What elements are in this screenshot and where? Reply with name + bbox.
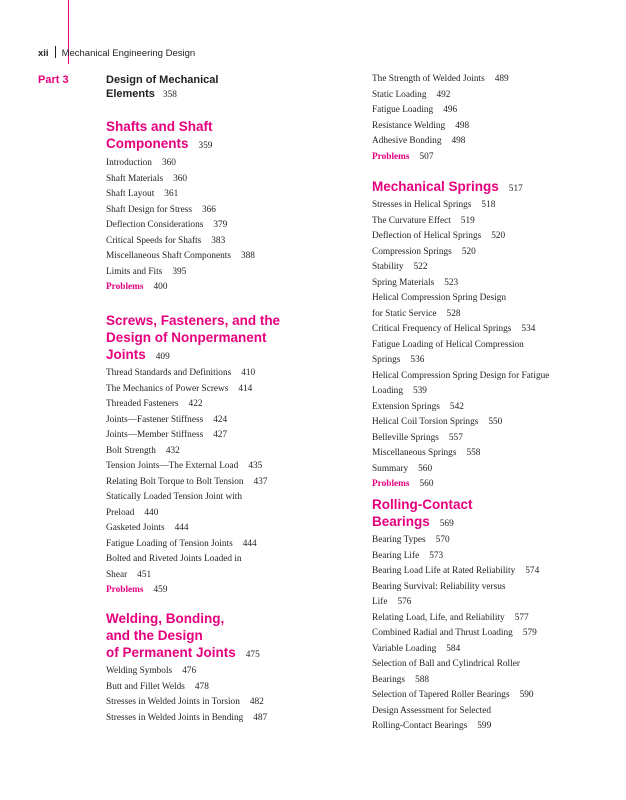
section-10-6-title[interactable]	[372, 276, 458, 292]
section-9-8-title[interactable]	[372, 119, 469, 135]
section-11-1-page: 570	[435, 535, 450, 545]
section-7-5-title-text: Deflection Considerations	[106, 220, 204, 230]
chapter-11-title-line	[372, 496, 473, 513]
section-8-5-title[interactable]	[106, 428, 227, 444]
section-10-3-title-text: Deflection of Helical Springs	[372, 231, 482, 241]
chapter-8-title-line	[106, 312, 280, 329]
section-10-7-page: 528	[446, 308, 461, 319]
section-9-9-page: 498	[451, 136, 466, 146]
chapter-9-title-text: Welding, Bonding,	[106, 611, 225, 626]
chapter-7-problems-page: 400	[153, 282, 168, 292]
chapter-7-title-text: Shafts and Shaft	[106, 119, 213, 134]
section-8-7-title[interactable]	[106, 459, 262, 475]
section-11-4-title-text: Life	[372, 597, 388, 607]
section-8-7-page: 435	[248, 461, 263, 471]
section-8-3-page: 422	[188, 399, 203, 409]
section-10-10-title[interactable]	[372, 369, 549, 385]
section-10-9-title-text: Springs	[372, 355, 401, 365]
section-10-15-title[interactable]	[372, 462, 432, 478]
section-11-10-title[interactable]	[372, 719, 491, 735]
header-page-number: xii	[38, 48, 49, 59]
running-header	[38, 46, 195, 59]
section-10-7-title-text: Helical Compression Spring Design	[372, 293, 507, 303]
section-7-6-title-text: Critical Speeds for Shafts	[106, 235, 202, 246]
section-9-9-title[interactable]	[372, 134, 465, 150]
section-11-3-page: 574	[525, 566, 540, 576]
chapter-11-title-line	[372, 513, 473, 533]
section-9-6-title[interactable]	[372, 88, 450, 104]
section-10-9-title[interactable]	[372, 338, 524, 354]
section-11-1-title-text: Bearing Types	[372, 535, 426, 545]
section-8-8-page: 437	[253, 476, 268, 487]
section-10-7-title[interactable]	[372, 291, 506, 307]
section-9-5-page: 489	[494, 74, 509, 84]
section-7-8-page: 395	[172, 266, 187, 277]
section-10-6-page: 523	[444, 277, 459, 288]
section-11-7-page: 584	[446, 643, 461, 654]
section-10-11-page: 542	[449, 401, 464, 412]
section-10-5-title[interactable]	[372, 260, 427, 276]
section-9-3-title-text: Stresses in Welded Joints in Torsion	[106, 697, 240, 707]
chapter-8-page: 409	[155, 352, 170, 362]
section-8-10-title[interactable]	[106, 521, 189, 537]
chapter-10-title-line	[372, 178, 523, 198]
section-9-2-title[interactable]	[106, 680, 209, 696]
section-8-12-title-text: Shear	[106, 569, 128, 580]
section-10-12-page: 550	[488, 417, 503, 427]
section-8-9-title[interactable]	[106, 506, 158, 522]
section-10-5-title-text: Stability	[372, 262, 404, 272]
section-9-5-title-text: The Strength of Welded Joints	[372, 74, 485, 84]
chapter-10-title-text: Mechanical Springs	[372, 179, 499, 194]
section-10-14-title-text: Miscellaneous Springs	[372, 448, 457, 458]
section-10-8-title[interactable]	[372, 322, 535, 338]
section-11-4-title[interactable]	[372, 580, 506, 596]
section-10-7-title-text: for Static Service	[372, 308, 437, 319]
section-7-5-page: 379	[213, 220, 228, 230]
section-8-9-page: 440	[144, 507, 159, 518]
section-10-15-page: 560	[418, 463, 433, 474]
section-7-7-title[interactable]	[106, 249, 255, 265]
section-10-14-title[interactable]	[372, 446, 480, 462]
part-title-line2	[106, 87, 218, 102]
section-9-6-title-text: Static Loading	[372, 89, 427, 100]
section-9-2-title-text: Butt and Fillet Welds	[106, 681, 185, 692]
chapter-8-title-text: Design of Nonpermanent	[106, 330, 267, 345]
section-11-9-title[interactable]	[372, 688, 534, 704]
section-10-3-title[interactable]	[372, 229, 505, 245]
section-11-5-title-text: Relating Load, Life, and Reliability	[372, 612, 505, 623]
section-9-3-page: 482	[249, 697, 264, 707]
section-8-2-title-text: The Mechanics of Power Screws	[106, 383, 229, 394]
section-10-1-page: 518	[481, 200, 496, 210]
section-7-8-title-text: Limits and Fits	[106, 266, 163, 277]
chapter-7-title-line	[106, 118, 213, 135]
section-9-9-title-text: Adhesive Bonding	[372, 136, 442, 146]
chapter-7-page: 359	[198, 141, 213, 151]
header-book-title: Mechanical Engineering Design	[61, 48, 196, 59]
section-8-3-title-text: Threaded Fasteners	[106, 399, 179, 409]
part-title-line1: Design of Mechanical	[106, 74, 219, 86]
section-11-8-title-text: Selection of Ball and Cylindrical Roller	[372, 659, 520, 669]
section-11-8-title-text: Bearings	[372, 674, 406, 685]
chapter-9-problems[interactable]	[372, 150, 433, 166]
section-9-8-page: 498	[455, 120, 470, 131]
section-11-6-page: 579	[522, 628, 537, 638]
section-10-1-title-text: Stresses in Helical Springs	[372, 200, 472, 210]
chapter-8-title-text: Screws, Fasteners, and the	[106, 313, 281, 328]
section-7-6-title[interactable]	[106, 234, 225, 250]
part-label: Part 3	[38, 74, 69, 86]
section-7-2-title-text: Shaft Materials	[106, 173, 164, 184]
section-11-10-title[interactable]	[372, 704, 491, 720]
chapter-9-page: 475	[245, 650, 260, 660]
section-10-9-page: 536	[410, 355, 425, 365]
section-10-8-page: 534	[521, 324, 536, 334]
section-9-1-title[interactable]	[106, 664, 196, 680]
section-11-7-title[interactable]	[372, 642, 460, 658]
section-8-5-title-text: Joints—Member Stiffness	[106, 430, 204, 440]
section-7-2-page: 360	[173, 173, 188, 184]
section-11-2-title[interactable]	[372, 549, 443, 565]
section-8-4-title-text: Joints—Fastener Stiffness	[106, 414, 204, 425]
chapter-8-title-line	[106, 346, 280, 366]
section-11-8-page: 588	[415, 674, 430, 685]
section-9-4-title[interactable]	[106, 711, 267, 727]
section-10-2-title-text: The Curvature Effect	[372, 215, 451, 226]
chapter-10-problems-page: 560	[419, 479, 434, 489]
section-10-13-page: 557	[448, 432, 463, 443]
section-8-3-title[interactable]	[106, 397, 203, 413]
section-11-8-title[interactable]	[372, 673, 429, 689]
section-9-4-title-text: Stresses in Welded Joints in Bending	[106, 712, 244, 723]
section-10-4-title[interactable]	[372, 245, 476, 261]
section-10-11-title[interactable]	[372, 400, 464, 416]
chapter-11-title-text: Bearings	[372, 514, 430, 529]
section-11-10-title-text: Design Assessment for Selected	[372, 705, 492, 716]
chapter-11-title[interactable]	[372, 496, 473, 533]
section-8-10-title-text: Gasketed Joints	[106, 523, 165, 533]
section-10-9-title[interactable]	[372, 353, 424, 369]
chapter-9-problems-label: Problems	[372, 151, 410, 162]
section-11-2-page: 573	[429, 550, 444, 561]
section-11-4-page: 576	[397, 597, 412, 607]
section-10-4-page: 520	[461, 246, 476, 257]
section-8-8-title-text: Relating Bolt Torque to Bolt Tension	[106, 476, 244, 487]
section-7-1-page: 360	[161, 158, 176, 168]
section-7-4-page: 366	[202, 204, 216, 215]
section-8-1-title[interactable]	[106, 366, 255, 382]
section-7-7-page: 388	[240, 251, 255, 261]
header-separator	[55, 46, 56, 58]
section-10-13-title[interactable]	[372, 431, 463, 447]
section-9-7-page: 496	[443, 105, 458, 115]
chapter-9-title-text: and the Design	[106, 628, 203, 643]
chapter-8-title-line	[106, 329, 280, 346]
section-10-7-title[interactable]	[372, 307, 461, 323]
section-11-10-page: 599	[477, 721, 492, 731]
section-8-11-page: 444	[242, 538, 257, 549]
section-10-14-page: 558	[466, 448, 481, 458]
section-10-11-title-text: Extension Springs	[372, 401, 440, 412]
section-10-10-title-text: Helical Compression Spring Design for Fatigue	[372, 370, 550, 381]
section-10-12-title-text: Helical Coil Torsion Springs	[372, 417, 479, 427]
chapter-11-title-text: Rolling-Contact	[372, 497, 473, 512]
section-11-4-title-text: Bearing Survival: Reliability versus	[372, 581, 506, 592]
chapter-7-problems[interactable]	[106, 280, 167, 296]
section-10-5-page: 522	[413, 262, 428, 272]
section-11-6-title[interactable]	[372, 626, 537, 642]
section-8-9-title[interactable]	[106, 490, 242, 506]
chapter-7-title-line	[106, 135, 213, 155]
section-8-4-title[interactable]	[106, 413, 227, 429]
section-10-10-page: 539	[412, 386, 427, 396]
section-11-9-page: 590	[519, 690, 534, 700]
section-8-9-title-text: Preload	[106, 507, 135, 518]
section-8-1-page: 410	[241, 368, 256, 378]
chapter-9-title[interactable]	[106, 610, 260, 664]
section-9-8-title-text: Resistance Welding	[372, 120, 446, 131]
section-8-4-page: 424	[213, 414, 228, 425]
chapter-10-problems-label: Problems	[372, 479, 410, 489]
part-title[interactable]	[106, 73, 218, 102]
chapter-9-title-line	[106, 627, 260, 644]
section-11-9-title-text: Selection of Tapered Roller Bearings	[372, 690, 510, 700]
chapter-8-title-text: Joints	[106, 347, 146, 362]
chapter-9-problems-page: 507	[419, 151, 434, 162]
section-8-10-page: 444	[174, 523, 189, 533]
section-10-3-page: 520	[491, 231, 506, 241]
section-7-3-title-text: Shaft Layout	[106, 189, 155, 199]
section-8-12-title[interactable]	[106, 552, 242, 568]
section-7-8-title[interactable]	[106, 265, 186, 281]
chapter-10-title[interactable]	[372, 178, 523, 198]
section-11-10-title-text: Rolling-Contact Bearings	[372, 721, 468, 731]
section-10-12-title[interactable]	[372, 415, 502, 431]
section-7-3-page: 361	[164, 189, 179, 199]
section-9-7-title-text: Fatigue Loading	[372, 105, 434, 115]
section-11-1-title[interactable]	[372, 533, 450, 549]
section-11-2-title-text: Bearing Life	[372, 550, 420, 561]
section-8-5-page: 427	[213, 430, 228, 440]
chapter-7-title[interactable]	[106, 118, 213, 155]
section-9-4-page: 487	[253, 712, 268, 723]
section-8-12-title-text: Bolted and Riveted Joints Loaded in	[106, 554, 242, 564]
section-10-9-title-text: Fatigue Loading of Helical Compression	[372, 339, 524, 350]
section-8-11-title-text: Fatigue Loading of Tension Joints	[106, 538, 233, 549]
section-8-6-title[interactable]	[106, 444, 180, 460]
section-10-13-title-text: Belleville Springs	[372, 432, 439, 443]
section-7-1-title-text: Introduction	[106, 158, 152, 168]
chapter-9-title-line	[106, 644, 260, 664]
chapter-10-problems[interactable]	[372, 477, 433, 493]
section-8-2-title[interactable]	[106, 382, 252, 398]
section-11-6-title-text: Combined Radial and Thrust Loading	[372, 628, 513, 638]
chapter-8-problems-label: Problems	[106, 585, 144, 595]
part-title-line2-text: Elements	[106, 88, 155, 100]
section-8-2-page: 414	[238, 383, 253, 394]
section-8-8-title[interactable]	[106, 475, 268, 491]
section-7-1-title[interactable]	[106, 156, 176, 172]
section-10-1-title[interactable]	[372, 198, 495, 214]
section-7-6-page: 383	[211, 235, 226, 246]
chapter-9-title-text: of Permanent Joints	[106, 645, 236, 660]
section-9-1-title-text: Welding Symbols	[106, 666, 173, 676]
section-10-4-title-text: Compression Springs	[372, 246, 452, 257]
section-11-5-page: 577	[514, 612, 529, 623]
section-7-4-title[interactable]	[106, 203, 216, 219]
section-11-8-title[interactable]	[372, 657, 520, 673]
section-8-6-page: 432	[165, 445, 180, 456]
section-11-5-title[interactable]	[372, 611, 529, 627]
section-8-7-title-text: Tension Joints—The External Load	[106, 461, 239, 471]
section-10-8-title-text: Critical Frequency of Helical Springs	[372, 324, 512, 334]
section-9-7-title[interactable]	[372, 103, 457, 119]
section-10-6-title-text: Spring Materials	[372, 277, 435, 288]
chapter-7-problems-label: Problems	[106, 282, 144, 292]
section-7-2-title[interactable]	[106, 172, 187, 188]
chapter-7-title-text: Components	[106, 136, 189, 151]
section-10-10-title[interactable]	[372, 384, 427, 400]
section-9-6-page: 492	[436, 89, 451, 100]
chapter-9-title-line	[106, 610, 260, 627]
section-7-3-title[interactable]	[106, 187, 178, 203]
section-11-3-title-text: Bearing Load Life at Rated Reliability	[372, 566, 516, 576]
chapter-8-title[interactable]	[106, 312, 280, 366]
section-9-1-page: 476	[182, 666, 197, 676]
section-7-7-title-text: Miscellaneous Shaft Components	[106, 251, 231, 261]
section-8-1-title-text: Thread Standards and Definitions	[106, 368, 232, 378]
section-9-2-page: 478	[194, 681, 209, 692]
section-8-11-title[interactable]	[106, 537, 257, 553]
section-10-2-page: 519	[460, 215, 475, 226]
section-7-5-title[interactable]	[106, 218, 227, 234]
section-7-4-title-text: Shaft Design for Stress	[106, 204, 192, 215]
section-11-4-title[interactable]	[372, 595, 411, 611]
section-8-12-page: 451	[137, 569, 152, 580]
section-8-9-title-text: Statically Loaded Tension Joint with	[106, 492, 243, 502]
section-9-3-title[interactable]	[106, 695, 264, 711]
section-8-6-title-text: Bolt Strength	[106, 445, 156, 456]
section-10-10-title-text: Loading	[372, 386, 403, 396]
section-8-12-title[interactable]	[106, 568, 151, 584]
chapter-10-page: 517	[508, 184, 523, 194]
chapter-11-page: 569	[439, 519, 454, 529]
chapter-8-problems[interactable]	[106, 583, 167, 599]
section-11-3-title[interactable]	[372, 564, 539, 580]
section-10-15-title-text: Summary	[372, 463, 409, 474]
chapter-8-problems-page: 459	[153, 585, 168, 595]
section-11-7-title-text: Variable Loading	[372, 643, 437, 654]
section-10-2-title[interactable]	[372, 214, 475, 230]
section-9-5-title[interactable]	[372, 72, 509, 88]
part-page: 358	[162, 90, 177, 100]
